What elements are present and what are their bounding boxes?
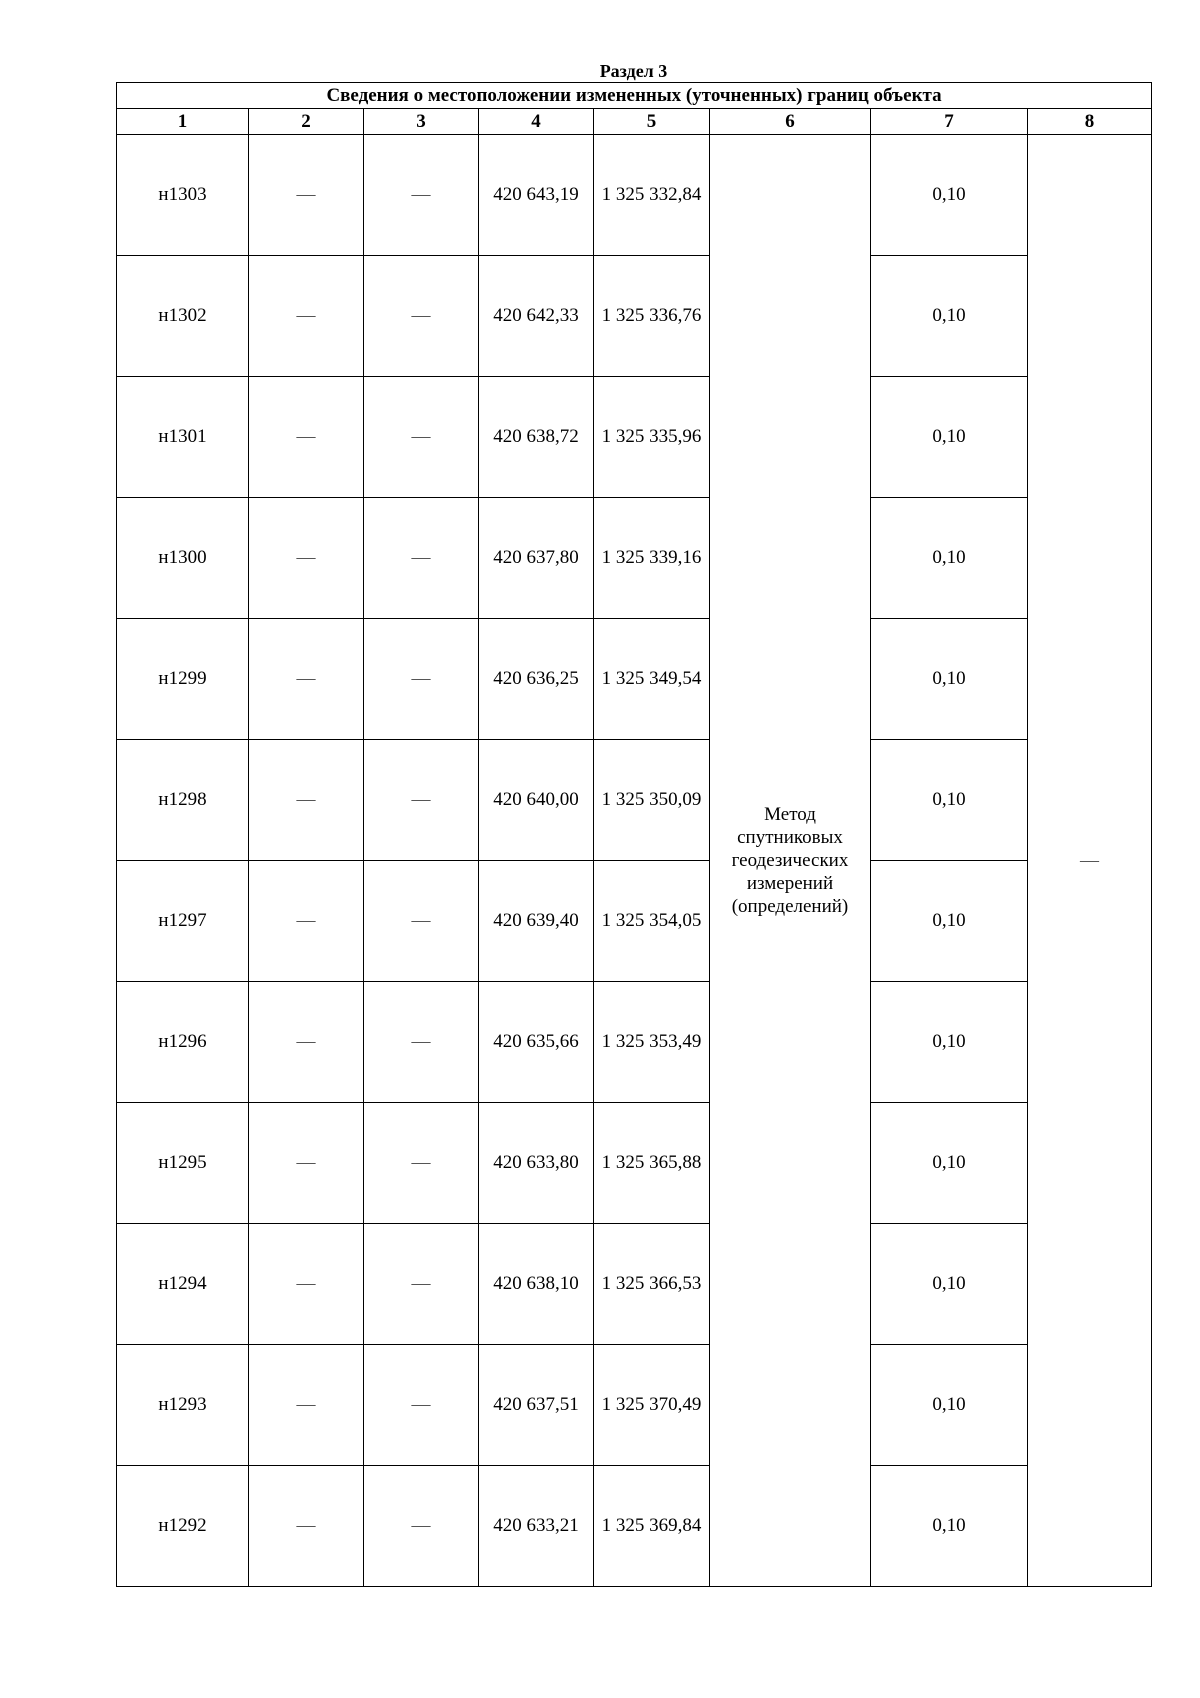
- y-coordinate-cell: 1 325 370,49: [594, 1345, 710, 1466]
- column-2-cell: —: [249, 1103, 364, 1224]
- column-3-cell: —: [364, 377, 479, 498]
- y-coordinate-cell: 1 325 369,84: [594, 1466, 710, 1587]
- column-3-cell: —: [364, 740, 479, 861]
- column-3-cell: —: [364, 498, 479, 619]
- table-row: [117, 861, 1152, 982]
- accuracy-cell: 0,10: [871, 256, 1028, 377]
- table-caption: Сведения о местоположении измененных (уточненных) границ объекта: [117, 83, 1152, 109]
- table-row: [117, 256, 1152, 377]
- accuracy-cell: 0,10: [871, 861, 1028, 982]
- column-2-cell: —: [249, 619, 364, 740]
- table-row: [117, 1345, 1152, 1466]
- method-cell: Метод спутниковых геодезических измерений (определений): [710, 135, 871, 1587]
- x-coordinate-cell: 420 636,25: [479, 619, 594, 740]
- x-coordinate-cell: 420 639,40: [479, 861, 594, 982]
- table-row: [117, 377, 1152, 498]
- accuracy-cell: 0,10: [871, 377, 1028, 498]
- x-coordinate-cell: 420 637,51: [479, 1345, 594, 1466]
- y-coordinate-cell: 1 325 336,76: [594, 256, 710, 377]
- y-coordinate-cell: 1 325 354,05: [594, 861, 710, 982]
- accuracy-cell: 0,10: [871, 982, 1028, 1103]
- accuracy-cell: 0,10: [871, 740, 1028, 861]
- table-row: [117, 1103, 1152, 1224]
- point-id-cell: н1296: [117, 982, 249, 1103]
- x-coordinate-cell: 420 633,80: [479, 1103, 594, 1224]
- x-coordinate-cell: 420 637,80: [479, 498, 594, 619]
- table-row: [117, 740, 1152, 861]
- y-coordinate-cell: 1 325 350,09: [594, 740, 710, 861]
- accuracy-cell: 0,10: [871, 1224, 1028, 1345]
- table-row: [117, 1466, 1152, 1587]
- accuracy-cell: 0,10: [871, 619, 1028, 740]
- table-row: [117, 619, 1152, 740]
- column-number: 2: [249, 109, 364, 135]
- column-2-cell: —: [249, 135, 364, 256]
- accuracy-cell: 0,10: [871, 1466, 1028, 1587]
- column-3-cell: —: [364, 256, 479, 377]
- column-number: 5: [594, 109, 710, 135]
- y-coordinate-cell: 1 325 353,49: [594, 982, 710, 1103]
- point-id-cell: н1298: [117, 740, 249, 861]
- point-id-cell: н1292: [117, 1466, 249, 1587]
- table-row: [117, 1224, 1152, 1345]
- column-3-cell: —: [364, 1103, 479, 1224]
- column-3-cell: —: [364, 1224, 479, 1345]
- column-number: 7: [871, 109, 1028, 135]
- column-number-row: [117, 109, 1152, 135]
- column-2-cell: —: [249, 498, 364, 619]
- x-coordinate-cell: 420 635,66: [479, 982, 594, 1103]
- column-2-cell: —: [249, 1224, 364, 1345]
- x-coordinate-cell: 420 633,21: [479, 1466, 594, 1587]
- column-2-cell: —: [249, 861, 364, 982]
- column-number: 8: [1028, 109, 1152, 135]
- y-coordinate-cell: 1 325 339,16: [594, 498, 710, 619]
- column-2-cell: —: [249, 740, 364, 861]
- point-id-cell: н1301: [117, 377, 249, 498]
- point-id-cell: н1302: [117, 256, 249, 377]
- point-id-cell: н1303: [117, 135, 249, 256]
- x-coordinate-cell: 420 643,19: [479, 135, 594, 256]
- accuracy-cell: 0,10: [871, 1103, 1028, 1224]
- table-row: [117, 135, 1152, 256]
- table-row: [117, 498, 1152, 619]
- point-id-cell: н1294: [117, 1224, 249, 1345]
- column-2-cell: —: [249, 377, 364, 498]
- point-id-cell: н1293: [117, 1345, 249, 1466]
- point-id-cell: н1295: [117, 1103, 249, 1224]
- column-3-cell: —: [364, 861, 479, 982]
- column-3-cell: —: [364, 982, 479, 1103]
- column-2-cell: —: [249, 1345, 364, 1466]
- column-3-cell: —: [364, 135, 479, 256]
- x-coordinate-cell: 420 638,72: [479, 377, 594, 498]
- column-2-cell: —: [249, 1466, 364, 1587]
- point-id-cell: н1297: [117, 861, 249, 982]
- y-coordinate-cell: 1 325 366,53: [594, 1224, 710, 1345]
- column-number: 1: [117, 109, 249, 135]
- accuracy-cell: 0,10: [871, 135, 1028, 256]
- y-coordinate-cell: 1 325 335,96: [594, 377, 710, 498]
- column-2-cell: —: [249, 982, 364, 1103]
- x-coordinate-cell: 420 640,00: [479, 740, 594, 861]
- table-row: [117, 982, 1152, 1103]
- column-number: 3: [364, 109, 479, 135]
- accuracy-cell: 0,10: [871, 498, 1028, 619]
- section-title: Раздел 3: [599, 61, 668, 81]
- point-id-cell: н1300: [117, 498, 249, 619]
- point-id-cell: н1299: [117, 619, 249, 740]
- column-3-cell: —: [364, 1466, 479, 1587]
- x-coordinate-cell: 420 642,33: [479, 256, 594, 377]
- column-number: 4: [479, 109, 594, 135]
- y-coordinate-cell: 1 325 332,84: [594, 135, 710, 256]
- x-coordinate-cell: 420 638,10: [479, 1224, 594, 1345]
- y-coordinate-cell: 1 325 349,54: [594, 619, 710, 740]
- y-coordinate-cell: 1 325 365,88: [594, 1103, 710, 1224]
- column-8-cell: —: [1028, 135, 1152, 1587]
- boundary-coordinates-table: [116, 82, 1152, 1587]
- accuracy-cell: 0,10: [871, 1345, 1028, 1466]
- column-2-cell: —: [249, 256, 364, 377]
- column-number: 6: [710, 109, 871, 135]
- column-3-cell: —: [364, 619, 479, 740]
- column-3-cell: —: [364, 1345, 479, 1466]
